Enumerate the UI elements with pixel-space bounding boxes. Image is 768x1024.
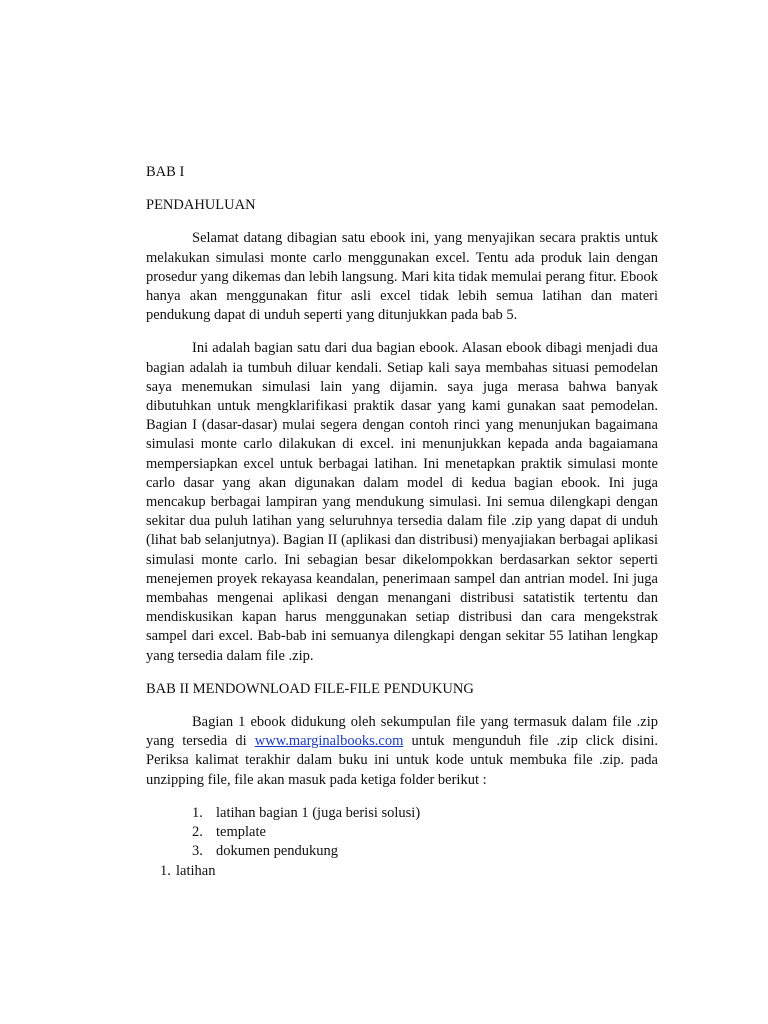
list-item-number: 1.	[192, 804, 203, 821]
list-item-label: template	[216, 824, 266, 841]
folder-list	[146, 804, 658, 862]
list-item-number: 2.	[192, 824, 203, 841]
list-item	[146, 862, 658, 881]
list-item-number: 3.	[192, 843, 203, 860]
paragraph-3-text-end: untuk mengunduh file .zip click disini. Periksa kalimat terakhir dalam buku ini untuk kode untuk membuka file .zip. pada unzipping file, file akan masuk pada ketiga folder berikut :	[146, 733, 658, 788]
document-body	[146, 163, 658, 881]
list-item-label: dokumen pendukung	[216, 843, 339, 860]
paragraph-3-text-start: Bagian 1 ebook didukung oleh sekumpulan file yang termasuk dalam file .zip yang tersedia di	[146, 714, 658, 750]
list-item	[146, 804, 658, 823]
paragraph-2: Ini adalah bagian satu dari dua bagian ebook. Alasan ebook dibagi menjadi dua bagian adalah ia tumbuh diluar kendali. Setiap kali saya membahas situasi pemodelan saya menemukan simulasi lain yang dijamin. saya juga merasa bahwa banyak dibutuhkan untuk mengklarifikasi praktik dasar yang kami gunakan saat pemodelan. Bagian I (dasar-dasar) mulai segera dengan contoh rinci yang menunjukan bagaimana simulasi monte carlo dilakukan di excel. ini menunjukkan kepada anda bagaiamana mempersiapkan excel untuk berbagai latihan. Ini menetapkan praktik simulasi monte carlo dasar yang akan digunakan dalam model di kedua bagian ebook. Ini juga mencakup berbagai lampiran yang mendukung simulasi. Ini semua dilengkapi dengan sekitar dua puluh latihan yang seluruhnya tersedia dalam file .zip yang dapat di unduh (lihat bab selanjutnya). Bagian II (aplikasi dan distribusi) menyajiakan berbagai aplikasi simulasi monte carlo. Ini sebagian besar dikelompokkan berdasarkan sektor seperti menejemen proyek rekayasa keandalan, penerimaan sampel dan antrian model. Ini juga membahas mengenai aplikasi dengan menangani distribusi satatistik tertentu dan mendiskusikan kapan harus menggunakan setiap distribusi dan cara mengekstrak sampel dari excel. Bab-bab ini semuanya dilengkapi dengan sekitar 55 latihan lengkap yang tersedia dalam file .zip.	[146, 340, 658, 664]
website-link[interactable]: www.marginalbooks.com	[254, 733, 404, 750]
paragraph-1: Selamat datang dibagian satu ebook ini, yang menyajikan secara praktis untuk melakukan simulasi monte carlo menggunakan excel. Tentu ada produk lain dengan prosedur yang dikemas dan lebih langsung. Mari kita tidak memulai perang fitur. Ebook hanya akan menggunakan fitur asli excel tidak lebih semua latihan dan materi pendukung dapat di unduh seperti yang ditunjukkan pada bab 5.	[146, 230, 658, 324]
list-item-label: latihan	[176, 862, 216, 879]
chapter-2-title: BAB II MENDOWNLOAD FILE-FILE PENDUKUNG	[146, 680, 474, 697]
paragraph-3	[146, 713, 658, 790]
list-item	[146, 842, 658, 861]
list-item-label: latihan bagian 1 (juga berisi solusi)	[216, 804, 421, 821]
list-item-number: 1.	[160, 862, 171, 879]
list-item	[146, 823, 658, 842]
chapter-1-subtitle: PENDAHULUAN	[146, 197, 256, 214]
outer-list	[146, 862, 658, 881]
chapter-1-title: BAB I	[146, 164, 185, 180]
